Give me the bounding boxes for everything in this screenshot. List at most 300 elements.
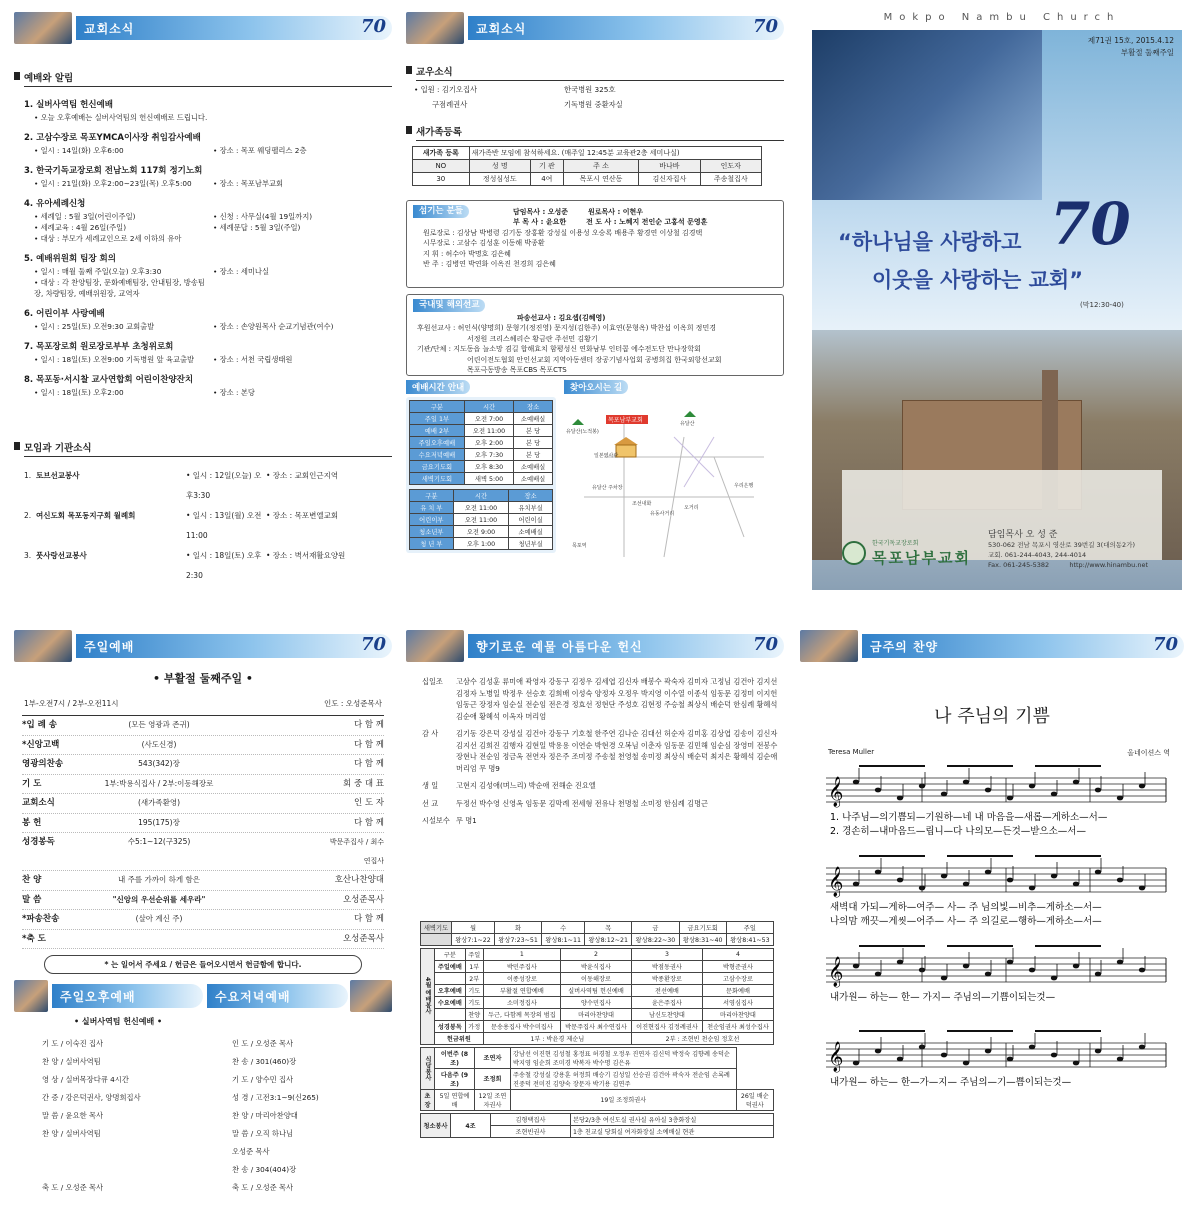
notice-detail: • 대상 : 각 찬양팀장, 문화예배팀장, 안내팀장, 방송팀장, 차량팀장, 예배위원장, 교역자: [34, 278, 205, 298]
map-label: 우리은행: [734, 483, 754, 489]
panel-church-news-1: [14, 12, 392, 602]
table-row: [410, 538, 553, 550]
notice-detail: • 장소 : 세미나실: [213, 267, 270, 276]
duty-table: [420, 948, 774, 1045]
panel-header: [14, 630, 392, 662]
offering-type: 선 교: [422, 798, 439, 808]
table-cell: 1부: [465, 960, 483, 972]
table-cell: 청소년부: [410, 526, 454, 538]
note-head: [963, 964, 969, 969]
order-person: 오성준목사: [342, 894, 384, 905]
directions-label: 찾아오시는 길: [564, 380, 628, 394]
table-cell: 2부: [465, 972, 483, 984]
table-cell: 5일 연합예배: [435, 1089, 475, 1110]
table-row: [410, 473, 553, 485]
table-row: [410, 502, 553, 514]
order-spacer: [234, 871, 324, 890]
afternoon-left: 찬 양 / 실버사역팀: [42, 1057, 101, 1066]
table-cell: 오후 1:00: [453, 538, 509, 550]
order-row: [22, 871, 384, 891]
table-cell: 소예배실: [514, 473, 553, 485]
composer: Teresa Muller: [828, 748, 875, 756]
meeting-cell: 1.: [24, 471, 32, 480]
table-cell: 주일오후예배: [410, 437, 465, 449]
table-cell: 어린이실: [509, 514, 553, 526]
table-cell: 어린이부: [410, 514, 454, 526]
note-head: [941, 976, 947, 981]
table-cell: 박형준권사: [702, 960, 773, 972]
header-photo: [14, 630, 72, 662]
order-spacer: [234, 930, 324, 949]
meeting-cell: • 일시 : 12일(오늘) 오후3:30: [186, 471, 262, 500]
order-person: 다 함 께: [353, 817, 384, 828]
notice-title: 7. 목포장로회 원로장로부부 초청위로회: [24, 342, 174, 352]
worship-time: 1부-오전7시 / 2부-오전11시: [24, 699, 119, 708]
note-head: [1073, 780, 1079, 785]
notice-detail: • 세례일 : 5월 3일(어린이주일): [34, 212, 136, 221]
table-cell: 본당2/3층 여신도실 권사실 유아실 3층화장실: [571, 1113, 774, 1125]
schedule-row: [406, 380, 784, 569]
server-text: 원로목사 : 이현우: [588, 207, 644, 216]
church-fax: Fax. 061-245-5382: [988, 561, 1050, 569]
table-row: [421, 972, 774, 984]
afternoon-left: 간 증 / 강은덕권사, 양명희집사: [42, 1093, 141, 1102]
order-person: 다 함 께: [353, 720, 384, 730]
note-head: [1007, 878, 1013, 883]
order-content: 1부:박용식집사 / 2부:이동해장로: [104, 778, 214, 788]
map-label: 유달산: [680, 421, 695, 427]
note-head: [897, 796, 903, 801]
order-name: *파송찬송: [22, 914, 60, 924]
table-header: [413, 160, 762, 173]
note-head: [963, 780, 969, 785]
table-header-cell: 새벽기도: [421, 921, 452, 933]
order-spacer: [234, 736, 324, 755]
lyric-line: 새벽대 가되—게하—여주— 사— 주 님의빛—비추—게하소—서—: [830, 902, 1102, 913]
newfamily-note: 새가족반 모임에 참석하세요. (매주일 12:45분 교육관2층 세미나실): [469, 147, 761, 160]
note-head: [1095, 788, 1101, 793]
table-cell: 오전 11:00: [464, 425, 513, 437]
note-head: [1051, 792, 1057, 797]
header-title: 교회소식: [468, 16, 784, 40]
note-head: [1007, 1057, 1013, 1062]
news-place: 기독병원 중환자실: [564, 100, 623, 109]
table-row: [421, 933, 774, 945]
note-head: [1139, 886, 1145, 891]
note-head: [1117, 960, 1123, 965]
table-cell: 1층 친교실 당회실 여자화장실 소예배실 현관: [571, 1125, 774, 1137]
server-row: [513, 207, 777, 218]
table-header-cell: 구분: [410, 401, 465, 413]
slogan-line-1: “하나님을 사랑하고: [838, 230, 1022, 254]
meeting-cell: 3.: [24, 551, 32, 560]
prayer-table: [420, 921, 774, 946]
afternoon-right: 기 도 / 양수민 집사: [232, 1075, 294, 1084]
table-header-cell: 구분: [435, 948, 466, 960]
notice-title: 6. 어린이부 사랑예배: [24, 309, 105, 319]
table-cell: 조정희: [475, 1068, 511, 1089]
table-cell: 4여: [530, 173, 563, 186]
afternoon-row: [42, 1071, 392, 1089]
notice-line: [24, 178, 392, 189]
note-head: [875, 972, 881, 977]
mission-line: 파송선교사 : 김요셉(김혜영): [517, 313, 606, 322]
table-cell: 양수민집사: [561, 996, 632, 1008]
table-cell: 정성심성도: [469, 173, 530, 186]
anniversary-badge: 70: [360, 16, 386, 37]
notice-line: [24, 277, 392, 299]
table-cell: 오후예배: [435, 984, 466, 996]
notice-detail: • 장소 : 본당: [213, 388, 255, 397]
offering-names: 고현지 김성애(며느리) 박순애 전해순 진요엘: [456, 781, 596, 790]
table-header-cell: 4: [702, 948, 773, 960]
notice-item: [24, 373, 392, 398]
translator: 올네이션스 역: [1127, 749, 1170, 757]
note-head: [875, 788, 881, 793]
table-cell: 윤은주집사: [631, 996, 702, 1008]
table-cell: 1부 : 박윤경 제순님: [483, 1032, 631, 1044]
table-header-cell: 주일: [465, 948, 483, 960]
clean-table: [420, 1113, 774, 1138]
afternoon-right: 말 씀 / 오직 하나님: [232, 1129, 294, 1138]
map-label: 조선내화: [632, 501, 652, 507]
note-head: [985, 972, 991, 977]
note-head: [963, 1061, 969, 1066]
table-row: [410, 425, 553, 437]
table-row: [410, 437, 553, 449]
map-label: 목포역: [572, 543, 587, 549]
meal-table: [420, 1047, 774, 1111]
offering-names: 두정선 박수영 신영옥 임동문 김막례 전세형 전유나 천명철 소미정 한심례 김명근: [456, 798, 708, 808]
table-header: [421, 948, 774, 960]
note-head: [985, 870, 991, 875]
evening-header: [203, 980, 392, 1012]
offering-type: 생 일: [422, 781, 439, 790]
table-header-cell: 금요기도회: [679, 921, 726, 933]
order-person: 다 함 께: [353, 914, 384, 924]
table-cell: 소예배실: [514, 413, 553, 425]
order-row: [22, 891, 384, 911]
order-content: (살아 계신 주): [135, 914, 183, 923]
notice-detail: • 일시 : 14일(화) 오후6:00: [34, 146, 124, 155]
table-cell: 왕상8:12~21: [585, 933, 632, 945]
afternoon-right: 찬 송 / 304(404)장: [232, 1165, 297, 1174]
order-spacer: [234, 716, 324, 735]
table-cell: 가정: [465, 1020, 483, 1032]
order-content: 195(175)장: [138, 817, 180, 827]
server-row: [423, 238, 777, 249]
table-cell: 왕상7:23~51: [495, 933, 542, 945]
notice-detail: • 세례교육 : 4월 26일(주일): [34, 223, 127, 232]
anniversary-badge: 70: [752, 16, 778, 37]
lyric-line: 나의맘 깨끗—게씻—어주— 사— 주 의길로—행하—게하소—서—: [830, 916, 1102, 927]
note-head: [941, 792, 947, 797]
panel-header: [406, 12, 784, 44]
mission-line: 기관/단체 : 지도동읍 늘소망 겸길 합해효치 함평성신 연화남부 인터콥 에수전도단 만나장학회: [417, 345, 701, 353]
church-contact: [988, 530, 1148, 570]
panel-offering: [406, 630, 784, 1215]
notice-detail: [213, 233, 392, 244]
server-row: [423, 228, 777, 239]
server-row: [423, 259, 777, 270]
afternoon-row: [42, 1143, 392, 1161]
order-row: [22, 755, 384, 775]
table-cell: 전선예배: [631, 984, 702, 996]
meeting-cell: • 장소 : 벽서재활요양원: [266, 551, 346, 560]
afternoon-title-text: • 실버사역팀 헌신예배 •: [74, 1017, 163, 1026]
order-row: [22, 910, 384, 930]
table-cell: 초장: [421, 1089, 435, 1110]
news-place: 한국병원 325호: [564, 85, 616, 94]
news-name: • 입원 : 김기오집사: [414, 85, 478, 94]
table-cell: 박점동권사: [631, 960, 702, 972]
mission-label: 국내및 해외선교: [413, 299, 485, 312]
song-title: 나 주님의 기쁨: [934, 706, 1050, 727]
table-header-cell: 월: [452, 921, 495, 933]
table-row: [410, 514, 553, 526]
table-cell: 본 당: [514, 425, 553, 437]
church-name: 목포남부교회: [872, 549, 971, 567]
table-cell: 성경봉독: [435, 1020, 466, 1032]
table-cell: 두근, 다함께 목장의 범집: [483, 1008, 560, 1020]
notice-detail: • 일시 : 18일(토) 오후2:00: [34, 388, 124, 397]
table-header-cell: 화: [495, 921, 542, 933]
header-title: 금주의 찬양: [862, 634, 1184, 658]
afternoon-left: 영 상 / 실버목장다큐 4시간: [42, 1075, 129, 1084]
notice-item: [24, 252, 392, 299]
afternoon-left: 기 도 / 이숙진 집사: [42, 1039, 104, 1048]
notice-detail: • 세례문답 : 5월 3일(주일): [213, 223, 301, 232]
worship-notice: * 는 일어서 주세요 / 헌금은 들어오시면서 헌금함에 합니다.: [44, 955, 362, 974]
note-head: [1073, 882, 1079, 887]
table-cell: [435, 972, 466, 984]
mission-list: [413, 313, 777, 376]
table-cell: 수요예배: [435, 996, 466, 1008]
table-cell: 주송철 강성실 강용훈 허정희 배승기 김성일 선승권 김건아 곽숙자 전순임 손록례 진중덕 전미진 김양숙 장문자 박기용 김연주: [511, 1068, 737, 1089]
music-score: [826, 758, 1176, 1148]
map-label: 유달산 주차장: [592, 485, 623, 491]
note-head: [1051, 976, 1057, 981]
table-row: [421, 1113, 774, 1125]
offering-names: 김기동 강은덕 강성실 김건아 강동구 기호철 한주연 김나순 김대선 허순자 김미홍 김상엽 김송이 김신자 김지선 김희진 김행자 김현일 박용용 이연순 박현경 오복님 이춘자 임동문 김민해 임순심 장영미 전봉수 장현나 전순임 정금옥 전연자 정은주 조미정 주송철 천영철 송미정 최상식 배순덕 최지은 황혜석 김순애 머리엄 무 명9: [456, 729, 778, 773]
table-cell: 새벽기도회: [410, 473, 465, 485]
table-cell: 주일 1부: [410, 413, 465, 425]
church-emblem-icon: [842, 541, 866, 565]
order-spacer: [234, 814, 324, 833]
afternoon-left: 축 도 / 오성준 목사: [42, 1183, 104, 1192]
afternoon-right: 축 도 / 오성준 목사: [232, 1183, 294, 1192]
table-cell: 왕상8:22~30: [632, 933, 679, 945]
meeting-row: [24, 546, 392, 586]
order-row: [22, 814, 384, 834]
order-content: (모든 영광과 존귀): [128, 720, 190, 729]
table-header-cell: 시간: [464, 401, 513, 413]
note-head: [1073, 1061, 1079, 1066]
table-cell: 주송철집사: [700, 173, 761, 186]
notice-item: [24, 164, 392, 189]
table-header-cell: 수: [542, 921, 585, 933]
table-cell: 조현빈권사: [491, 1125, 571, 1137]
order-name: 말 씀: [22, 894, 42, 905]
table-cell: [421, 933, 452, 945]
table-header-cell: 바나바: [639, 160, 700, 173]
note-head: [1007, 796, 1013, 801]
table-cell: 고삼수장로: [702, 972, 773, 984]
note-head: [1051, 1053, 1057, 1058]
order-name: *축 도: [22, 933, 46, 944]
schedule-box: [406, 397, 556, 553]
afternoon-row: [42, 1053, 392, 1071]
notice-item: [24, 307, 392, 332]
section-title-members: 교우소식: [406, 64, 784, 78]
church-tel: 교회. 061-244-4043, 244-4014: [988, 551, 1087, 559]
notice-detail: • 장소 : 목포 웨딩펠리스 2층: [213, 146, 307, 155]
table-cell: 왕상7:1~22: [452, 933, 495, 945]
order-content: "신앙의 우선순위를 세우라": [112, 894, 206, 904]
note-head: [1139, 968, 1145, 973]
evening-title: 수요저녁예배: [207, 984, 348, 1008]
worship-label: 예배시간 안내: [406, 380, 470, 394]
mission-line: 목포극동방송 목포CBS 목포CTS: [467, 366, 567, 374]
newfamily-table: [412, 146, 762, 186]
server-text: 지 휘 : 허수아 박명호 김은혜: [423, 249, 511, 258]
order-person: 다 함 께: [353, 759, 384, 769]
notice-detail: [213, 277, 392, 299]
notice-list: [14, 98, 392, 398]
table-header-cell: 기 관: [530, 160, 563, 173]
table-cell: 청 년 부: [410, 538, 454, 550]
table-cell: 목포시 연산동: [563, 173, 639, 186]
pastor-name: 담임목사 오 성 준: [988, 530, 1058, 540]
order-content: 내 주를 가까이 하게 함은: [118, 875, 200, 884]
order-spacer: [234, 891, 324, 910]
note-head: [1117, 1057, 1123, 1062]
notice-detail: • 장소 : 서천 국립생태원: [213, 355, 293, 364]
worship-title: • 부활절 둘째주일 •: [153, 672, 253, 685]
offering-row: [422, 780, 780, 792]
afternoon-row: [42, 1089, 392, 1107]
slogan-text-2: 이웃을 사랑하는 교회: [872, 268, 1070, 292]
table-cell: 문화예배: [702, 984, 773, 996]
map-church-label: 목포남부교회: [608, 417, 643, 424]
mission-box: [406, 294, 784, 376]
lyric-line: 내가원— 하는— 한—가—지— 주님의—기—쁨이되는것—: [830, 1077, 1072, 1088]
meeting-cell: • 일시 : 13일(월) 오전11:00: [186, 511, 262, 540]
table-header: [421, 921, 774, 933]
table-cell: 본 당: [514, 449, 553, 461]
table-cell: 헌금위원: [435, 1032, 484, 1044]
table-row: [421, 996, 774, 1008]
order-row: [22, 930, 384, 950]
table-cell: 소예배실: [509, 526, 553, 538]
table-cell: 왕상8:41~53: [726, 933, 773, 945]
location-map: [564, 397, 774, 567]
worship-time-row: [24, 698, 382, 709]
meeting-row: [24, 506, 392, 546]
table-cell: 소예배실: [514, 461, 553, 473]
afternoon-row: [42, 1161, 392, 1179]
notice-line: [24, 145, 392, 156]
servers-box: [406, 200, 784, 288]
meeting-list: [14, 466, 392, 586]
mission-line: 어린이전도협회 안인선교회 지역아동센터 장공기념사업회 공병희집 한국외항선교회: [467, 355, 722, 364]
table-header-cell: 인도자: [700, 160, 761, 173]
table-header-cell: 주일: [726, 921, 773, 933]
notice-line: [24, 112, 392, 123]
afternoon-right: 인 도 / 오성준 목사: [232, 1039, 294, 1048]
order-spacer: [234, 910, 324, 929]
directions: [564, 380, 784, 569]
note-head: [1051, 874, 1057, 879]
panel-header: [406, 630, 784, 662]
church-address: 530-062 전남 목포시 영산로 39번길 3(대의동2가): [988, 541, 1136, 549]
worship-schedule: [406, 380, 556, 569]
afternoon-row: [42, 1035, 392, 1053]
notice-title: 5. 예배위원회 팀장 회의: [24, 254, 116, 264]
table-cell: 유치부실: [509, 502, 553, 514]
news-name: 구점례권사: [432, 100, 468, 109]
order-name: 교회소식: [22, 798, 55, 808]
panel-sunday-worship: [14, 630, 392, 1215]
order-content: (사도신경): [141, 739, 177, 749]
notice-detail: • 일시 : 매월 둘째 주일(오늘) 오후3:30: [34, 267, 162, 276]
meeting-cell: • 장소 : 교회인근지역: [266, 471, 339, 480]
section-title-newfamily: 새가족등록: [406, 124, 784, 138]
section-title-meetings: 모임과 기관소식: [14, 440, 392, 454]
notice-line: [24, 233, 392, 244]
notice-detail: • 신청 : 사무실(4월 19일까지): [213, 212, 313, 221]
table-cell: 본 당: [514, 437, 553, 449]
table-cell: 천순임권사 최성수집사: [702, 1020, 773, 1032]
afternoon-header: [14, 980, 203, 1012]
table-cell: 왕상8:1~11: [542, 933, 585, 945]
panel-church-news-2: [406, 12, 784, 602]
table-row: [410, 461, 553, 473]
table-cell: 오전 9:00: [453, 526, 509, 538]
slogan-line-2: 이웃을 사랑하는 교회”: [872, 268, 1084, 292]
worship-order: [22, 715, 384, 949]
server-text: 시무장로 : 고삼수 김성훈 이동해 박종환: [423, 239, 545, 247]
table-header-cell: 2: [561, 948, 632, 960]
afternoon-row: [42, 1179, 392, 1197]
table-cell: 이번주 (8조): [435, 1047, 475, 1068]
afternoon-right: 성 경 / 고전3:1~9(신265): [232, 1093, 319, 1102]
afternoon-left: 말 씀 / 윤요한 목사: [42, 1111, 104, 1120]
meeting-cell: 풋사랑선교봉사: [36, 551, 87, 560]
note-head: [1117, 796, 1123, 801]
cover-background: [812, 30, 1182, 590]
notice-detail: • 일시 : 25일(토) 오전9:30 교회출발: [34, 322, 155, 331]
table-cell: 오후 8:30: [464, 461, 513, 473]
issue-info: [1088, 35, 1174, 59]
header-title: 교회소식: [76, 16, 392, 40]
afternoon-header-row: [14, 980, 392, 1012]
cover-photo-church: [812, 330, 1182, 560]
table-cell: 오전 11:00: [453, 502, 509, 514]
lyric-line: 내가원— 하는— 한— 가지— 주님의—기쁨이되는것—: [830, 992, 1056, 1003]
treble-clef-icon: 𝄞: [828, 867, 844, 897]
afternoon-left: [42, 1143, 232, 1161]
order-name: *입 례 송: [22, 720, 57, 730]
table-cell: 박종환장로: [631, 972, 702, 984]
map-label: 오거리: [684, 505, 699, 511]
clean-group: 4조: [451, 1113, 491, 1137]
table-cell: 박문주집사 최수연집사: [561, 1020, 632, 1032]
table-cell: 오후 7:30: [464, 449, 513, 461]
order-person: 회 중 대 표: [343, 778, 384, 789]
treble-clef-icon: 𝄞: [828, 1042, 844, 1072]
table-row: [421, 1068, 774, 1089]
